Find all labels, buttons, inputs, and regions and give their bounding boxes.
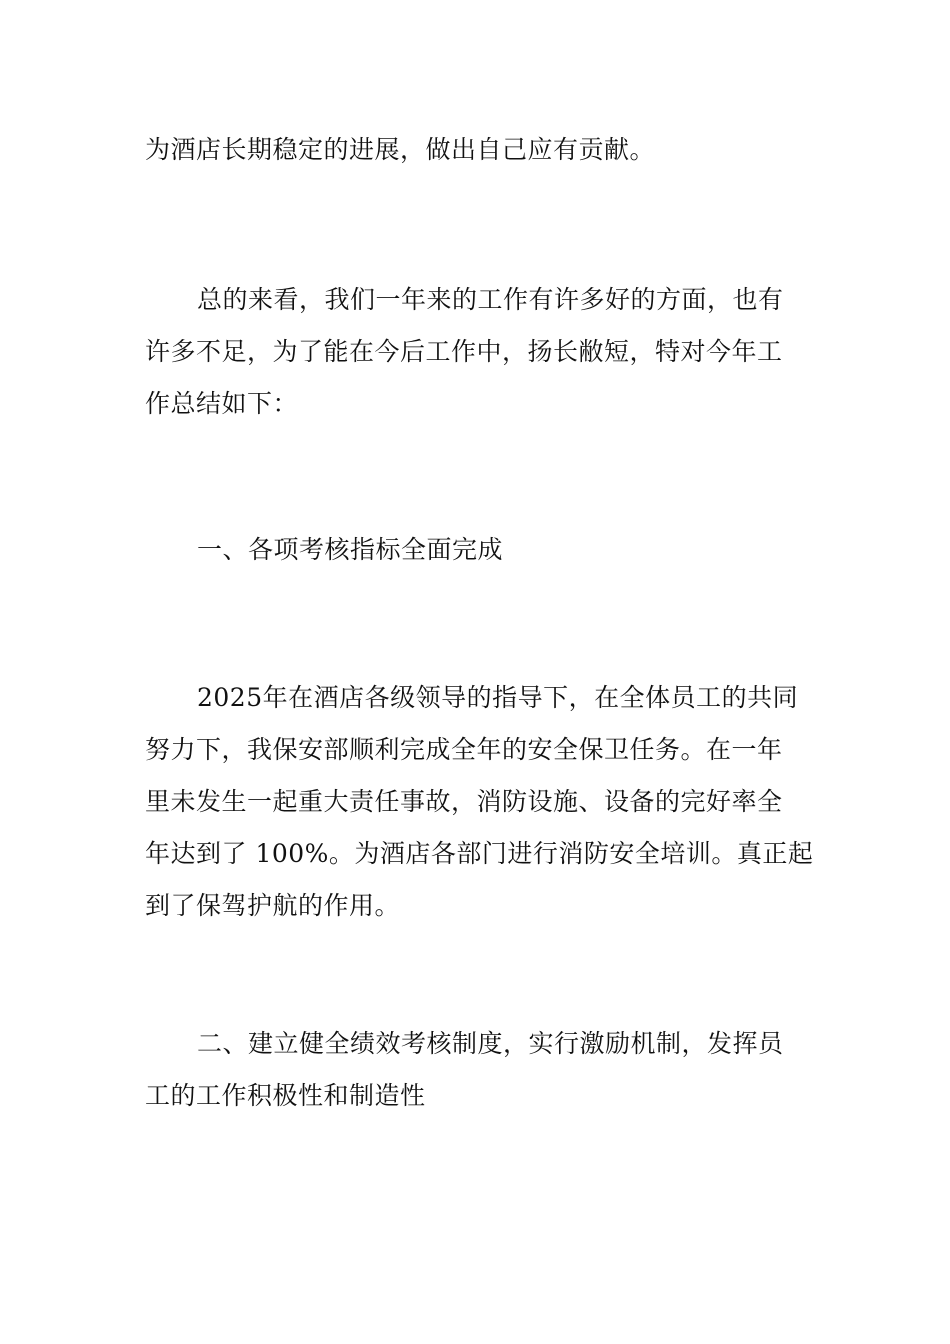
text-line: 努力下，我保安部顺利完成全年的安全保卫任务。在一年: [145, 735, 783, 764]
section-heading-2: [145, 1018, 807, 1122]
text-line: 许多不足，为了能在今后工作中，扬长敝短，特对今年工: [145, 337, 783, 366]
heading-text: 工的工作积极性和制造性: [145, 1081, 426, 1110]
text-line: 年达到了 100%。为酒店各部门进行消防安全培训。真正起: [145, 839, 814, 868]
paragraph-achievements: [145, 672, 814, 932]
text-line: 里未发生一起重大责任事故，消防设施、设备的完好率全: [145, 787, 783, 816]
text-line: 总的来看，我们一年来的工作有许多好的方面，也有: [197, 285, 784, 314]
heading-text: 一、各项考核指标全面完成: [197, 535, 504, 564]
text-line: 为酒店长期稳定的进展，做出自己应有贡献。: [145, 135, 656, 164]
text-line: 作总结如下：: [145, 389, 299, 418]
heading-text: 二、建立健全绩效考核制度，实行激励机制，发挥员: [197, 1029, 784, 1058]
section-heading-1: [145, 524, 807, 576]
text-line: 2025年在酒店各级领导的指导下，在全体员工的共同: [197, 683, 799, 712]
paragraph-contribution: [145, 124, 807, 176]
paragraph-summary-intro: [145, 274, 807, 430]
text-line: 到了保驾护航的作用。: [145, 891, 401, 920]
